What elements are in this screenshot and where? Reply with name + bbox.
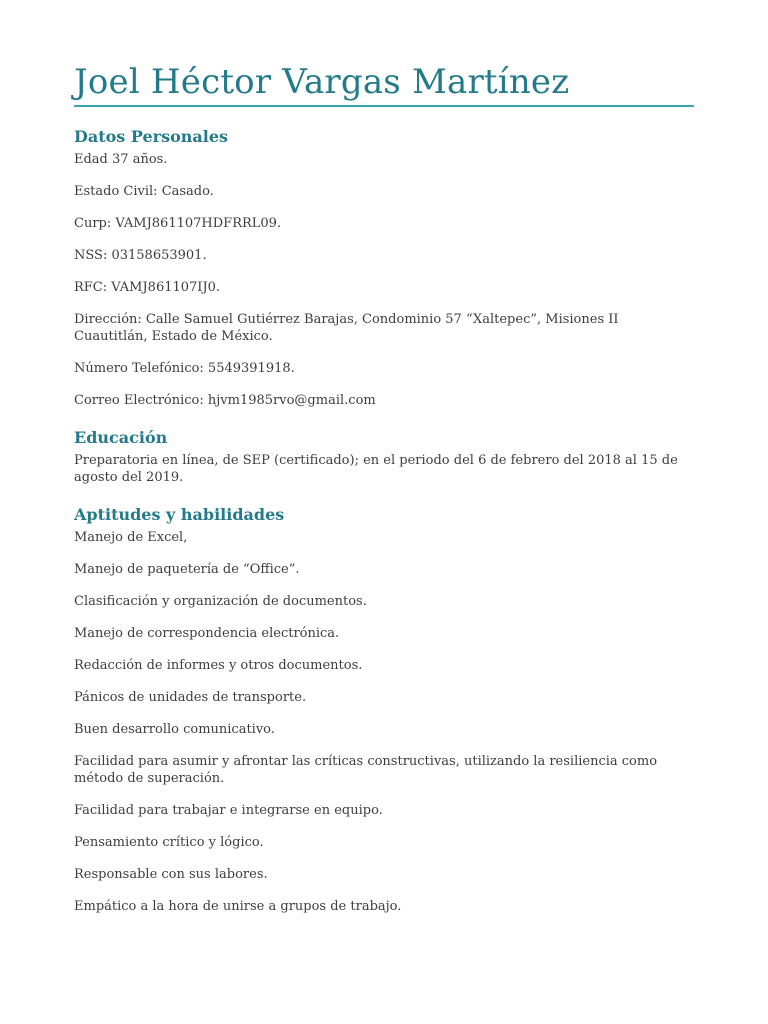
skill-item: Clasificación y organización de documentos. (74, 594, 367, 609)
skill-item: Empático a la hora de unirse a grupos de trabajo. (74, 899, 402, 914)
personal-email: Correo Electrónico: hjvm1985rvo@gmail.com (74, 393, 376, 408)
personal-address: Dirección: Calle Samuel Gutiérrez Barajas, Condominio 57 “Xaltepec”, Misiones II Cuautitlán, Estado de México. (74, 312, 619, 344)
personal-list (74, 151, 694, 409)
personal-civil-status: Estado Civil: Casado. (74, 184, 214, 199)
skill-item: Facilidad para trabajar e integrarse en equipo. (74, 803, 383, 818)
personal-rfc: RFC: VAMJ861107IJ0. (74, 280, 221, 295)
education-list (74, 452, 694, 486)
resume-page (74, 60, 694, 915)
skill-item: Pánicos de unidades de transporte. (74, 690, 307, 705)
section-title-skills: Aptitudes y habilidades (74, 505, 285, 524)
skill-item: Manejo de Excel, (74, 530, 188, 545)
personal-age: Edad 37 años. (74, 152, 168, 167)
skill-item: Redacción de informes y otros documentos. (74, 658, 363, 673)
skill-item: Manejo de correspondencia electrónica. (74, 626, 340, 641)
education-item: Preparatoria en línea, de SEP (certificado); en el periodo del 6 de febrero del 2018 al 15 de agosto del 2019. (74, 453, 678, 485)
skill-item: Facilidad para asumir y afrontar las críticas constructivas, utilizando la resiliencia como método de superación. (74, 754, 658, 786)
skills-list (74, 529, 694, 915)
skill-item: Buen desarrollo comunicativo. (74, 722, 275, 737)
skill-item: Manejo de paquetería de “Office”. (74, 562, 300, 577)
personal-phone: Número Telefónico: 5549391918. (74, 361, 295, 376)
section-title-personal: Datos Personales (74, 127, 229, 146)
personal-data-section (74, 127, 694, 409)
personal-curp: Curp: VAMJ861107HDFRRL09. (74, 216, 282, 231)
education-section (74, 428, 694, 486)
skill-item: Pensamiento crítico y lógico. (74, 835, 264, 850)
skills-section (74, 505, 694, 915)
section-title-education: Educación (74, 428, 168, 447)
personal-nss: NSS: 03158653901. (74, 248, 207, 263)
page-title: Joel Héctor Vargas Martínez (74, 60, 694, 107)
skill-item: Responsable con sus labores. (74, 867, 268, 882)
